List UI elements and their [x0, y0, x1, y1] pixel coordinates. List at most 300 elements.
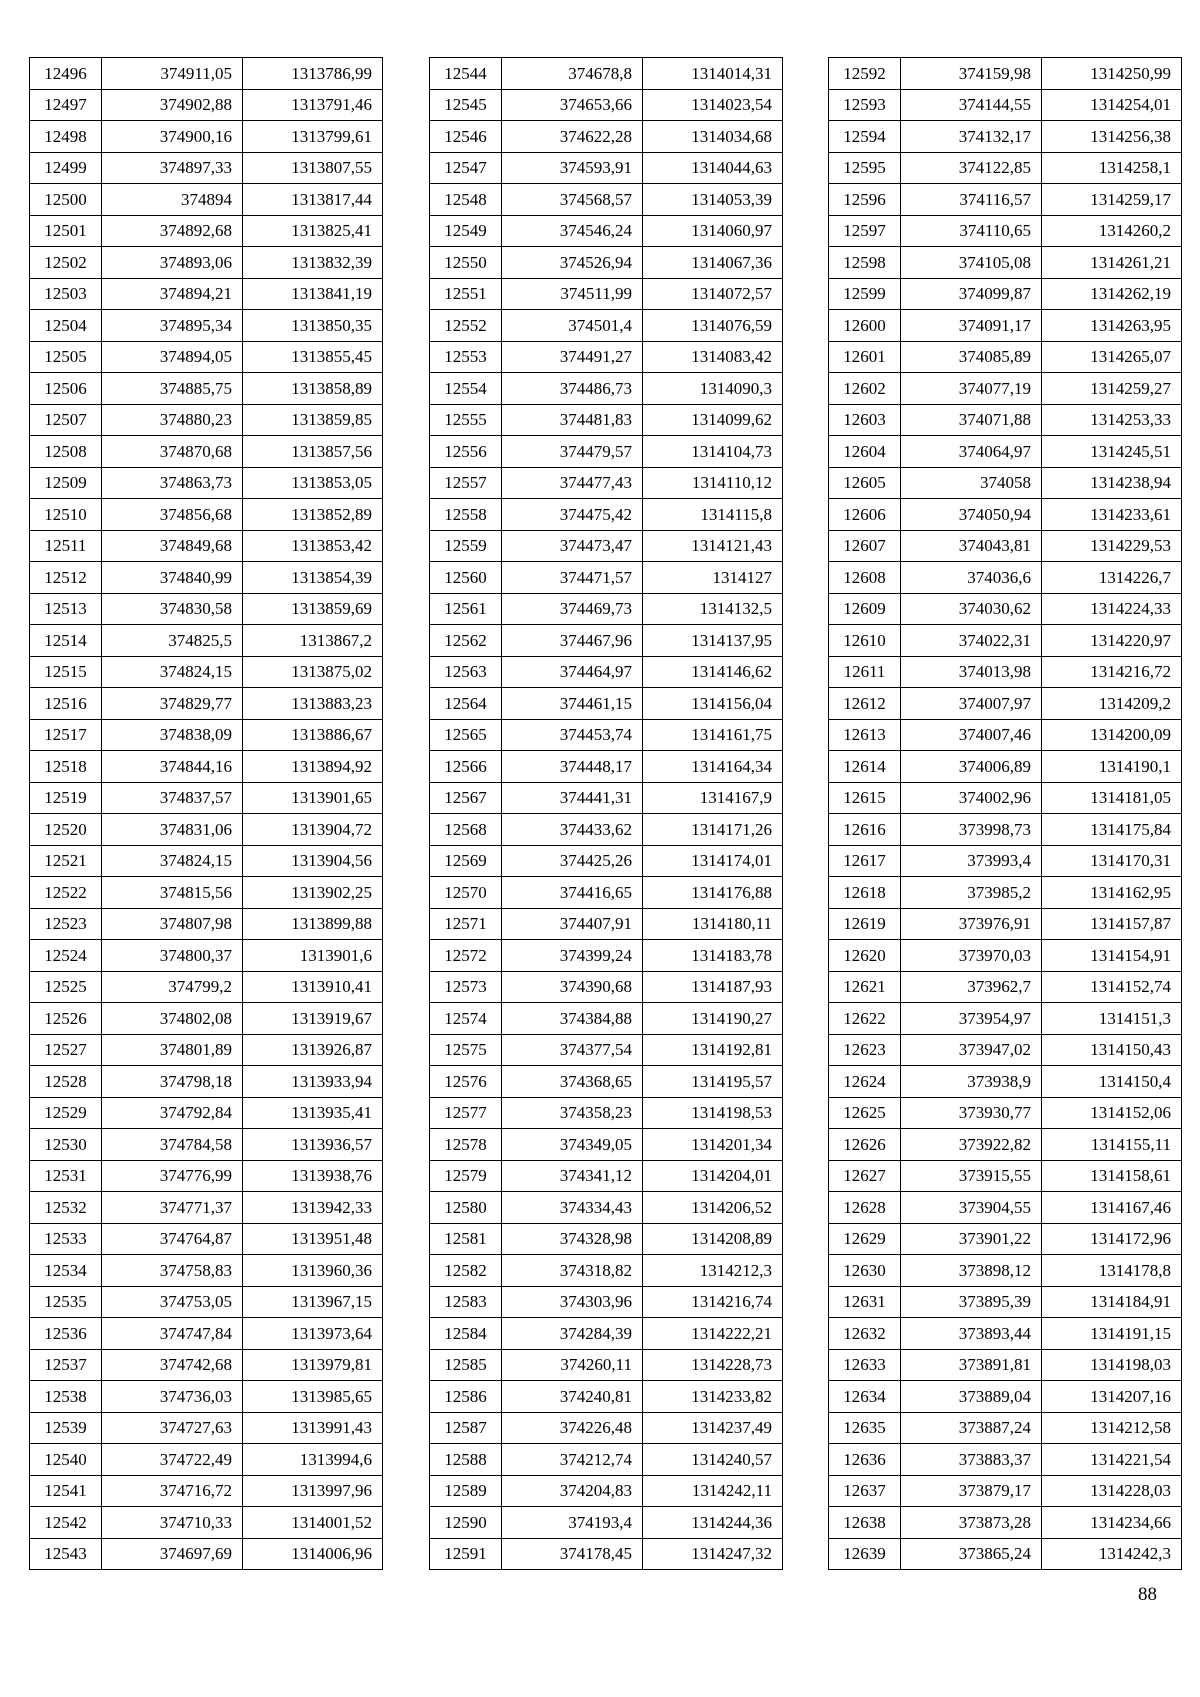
table-row — [30, 1223, 383, 1255]
y-coordinate-cell: 1314044,63 — [643, 152, 783, 184]
x-coordinate-cell: 373865,24 — [901, 1538, 1042, 1570]
point-number-cell: 12575 — [430, 1034, 502, 1066]
point-number-cell: 12636 — [829, 1444, 901, 1476]
point-number-cell: 12615 — [829, 782, 901, 814]
table-row — [30, 625, 383, 657]
table-row — [30, 1507, 383, 1539]
table-row — [829, 1129, 1182, 1161]
point-number-cell: 12510 — [30, 499, 102, 531]
table-row — [829, 121, 1182, 153]
page-number: 88 — [1138, 1584, 1157, 1605]
x-coordinate-cell: 374894,21 — [102, 278, 243, 310]
table-row — [430, 877, 783, 909]
x-coordinate-cell: 374105,08 — [901, 247, 1042, 279]
point-number-cell: 12501 — [30, 215, 102, 247]
table-row — [430, 593, 783, 625]
point-number-cell: 12506 — [30, 373, 102, 405]
point-number-cell: 12586 — [430, 1381, 502, 1413]
y-coordinate-cell: 1313894,92 — [243, 751, 383, 783]
point-number-cell: 12551 — [430, 278, 502, 310]
y-coordinate-cell: 1313853,42 — [243, 530, 383, 562]
point-number-cell: 12583 — [430, 1286, 502, 1318]
table-row — [829, 184, 1182, 216]
point-number-cell: 12610 — [829, 625, 901, 657]
table-row — [829, 1160, 1182, 1192]
table-row — [30, 1412, 383, 1444]
y-coordinate-cell: 1314259,17 — [1042, 184, 1182, 216]
table-row — [30, 751, 383, 783]
y-coordinate-cell: 1314162,95 — [1042, 877, 1182, 909]
x-coordinate-cell: 374710,33 — [102, 1507, 243, 1539]
y-coordinate-cell: 1313807,55 — [243, 152, 383, 184]
y-coordinate-cell: 1314224,33 — [1042, 593, 1182, 625]
table-row — [829, 688, 1182, 720]
point-number-cell: 12609 — [829, 593, 901, 625]
table-row — [430, 1318, 783, 1350]
x-coordinate-cell: 374399,24 — [502, 940, 643, 972]
x-coordinate-cell: 374481,83 — [502, 404, 643, 436]
table-row — [829, 1097, 1182, 1129]
y-coordinate-cell: 1313899,88 — [243, 908, 383, 940]
y-coordinate-cell: 1314083,42 — [643, 341, 783, 373]
y-coordinate-cell: 1314178,8 — [1042, 1255, 1182, 1287]
point-number-cell: 12598 — [829, 247, 901, 279]
point-number-cell: 12578 — [430, 1129, 502, 1161]
point-number-cell: 12581 — [430, 1223, 502, 1255]
y-coordinate-cell: 1313858,89 — [243, 373, 383, 405]
point-number-cell: 12511 — [30, 530, 102, 562]
point-number-cell: 12546 — [430, 121, 502, 153]
point-number-cell: 12500 — [30, 184, 102, 216]
x-coordinate-cell: 373873,28 — [901, 1507, 1042, 1539]
point-number-cell: 12570 — [430, 877, 502, 909]
table-row — [829, 1318, 1182, 1350]
y-coordinate-cell: 1313933,94 — [243, 1066, 383, 1098]
point-number-cell: 12584 — [430, 1318, 502, 1350]
y-coordinate-cell: 1313791,46 — [243, 89, 383, 121]
point-number-cell: 12542 — [30, 1507, 102, 1539]
x-coordinate-cell: 374475,42 — [502, 499, 643, 531]
y-coordinate-cell: 1314176,88 — [643, 877, 783, 909]
table-row — [829, 593, 1182, 625]
table-row — [30, 1160, 383, 1192]
x-coordinate-cell: 374837,57 — [102, 782, 243, 814]
y-coordinate-cell: 1314115,8 — [643, 499, 783, 531]
y-coordinate-cell: 1313938,76 — [243, 1160, 383, 1192]
y-coordinate-cell: 1314090,3 — [643, 373, 783, 405]
point-number-cell: 12589 — [430, 1475, 502, 1507]
point-number-cell: 12620 — [829, 940, 901, 972]
y-coordinate-cell: 1314175,84 — [1042, 814, 1182, 846]
x-coordinate-cell: 374870,68 — [102, 436, 243, 468]
y-coordinate-cell: 1314209,2 — [1042, 688, 1182, 720]
x-coordinate-cell: 374212,74 — [502, 1444, 643, 1476]
y-coordinate-cell: 1314208,89 — [643, 1223, 783, 1255]
point-number-cell: 12530 — [30, 1129, 102, 1161]
point-number-cell: 12508 — [30, 436, 102, 468]
y-coordinate-cell: 1313967,15 — [243, 1286, 383, 1318]
y-coordinate-cell: 1314171,26 — [643, 814, 783, 846]
table-row — [30, 877, 383, 909]
x-coordinate-cell: 374622,28 — [502, 121, 643, 153]
x-coordinate-cell: 373985,2 — [901, 877, 1042, 909]
y-coordinate-cell: 1313867,2 — [243, 625, 383, 657]
table-row — [30, 152, 383, 184]
table-row — [30, 814, 383, 846]
x-coordinate-cell: 374799,2 — [102, 971, 243, 1003]
x-coordinate-cell: 374318,82 — [502, 1255, 643, 1287]
point-number-cell: 12499 — [30, 152, 102, 184]
x-coordinate-cell: 374226,48 — [502, 1412, 643, 1444]
x-coordinate-cell: 374829,77 — [102, 688, 243, 720]
x-coordinate-cell: 374792,84 — [102, 1097, 243, 1129]
table-row — [30, 1255, 383, 1287]
y-coordinate-cell: 1314152,74 — [1042, 971, 1182, 1003]
y-coordinate-cell: 1314184,91 — [1042, 1286, 1182, 1318]
x-coordinate-cell: 374776,99 — [102, 1160, 243, 1192]
y-coordinate-cell: 1313979,81 — [243, 1349, 383, 1381]
y-coordinate-cell: 1314161,75 — [643, 719, 783, 751]
point-number-cell: 12621 — [829, 971, 901, 1003]
point-number-cell: 12604 — [829, 436, 901, 468]
x-coordinate-cell: 374007,97 — [901, 688, 1042, 720]
x-coordinate-cell: 373901,22 — [901, 1223, 1042, 1255]
y-coordinate-cell: 1314212,58 — [1042, 1412, 1182, 1444]
y-coordinate-cell: 1313960,36 — [243, 1255, 383, 1287]
y-coordinate-cell: 1314260,2 — [1042, 215, 1182, 247]
table-row — [30, 593, 383, 625]
y-coordinate-cell: 1313855,45 — [243, 341, 383, 373]
x-coordinate-cell: 374064,97 — [901, 436, 1042, 468]
x-coordinate-cell: 374697,69 — [102, 1538, 243, 1570]
table-row — [829, 467, 1182, 499]
x-coordinate-cell: 374030,62 — [901, 593, 1042, 625]
point-number-cell: 12521 — [30, 845, 102, 877]
y-coordinate-cell: 1314253,33 — [1042, 404, 1182, 436]
x-coordinate-cell: 374013,98 — [901, 656, 1042, 688]
point-number-cell: 12498 — [30, 121, 102, 153]
point-number-cell: 12591 — [430, 1538, 502, 1570]
coordinate-table-3 — [828, 57, 1182, 1570]
y-coordinate-cell: 1313902,25 — [243, 877, 383, 909]
point-number-cell: 12592 — [829, 58, 901, 90]
point-number-cell: 12563 — [430, 656, 502, 688]
y-coordinate-cell: 1314263,95 — [1042, 310, 1182, 342]
table-row — [430, 499, 783, 531]
table-row — [430, 719, 783, 751]
table-row — [829, 877, 1182, 909]
point-number-cell: 12594 — [829, 121, 901, 153]
x-coordinate-cell: 374058 — [901, 467, 1042, 499]
x-coordinate-cell: 374303,96 — [502, 1286, 643, 1318]
y-coordinate-cell: 1314258,1 — [1042, 152, 1182, 184]
x-coordinate-cell: 374856,68 — [102, 499, 243, 531]
x-coordinate-cell: 374085,89 — [901, 341, 1042, 373]
x-coordinate-cell: 374043,81 — [901, 530, 1042, 562]
point-number-cell: 12562 — [430, 625, 502, 657]
y-coordinate-cell: 1314244,36 — [643, 1507, 783, 1539]
x-coordinate-cell: 374784,58 — [102, 1129, 243, 1161]
point-number-cell: 12607 — [829, 530, 901, 562]
table-row — [829, 625, 1182, 657]
table-row — [829, 404, 1182, 436]
y-coordinate-cell: 1314170,31 — [1042, 845, 1182, 877]
table-row — [30, 971, 383, 1003]
table-row — [430, 404, 783, 436]
x-coordinate-cell: 374144,55 — [901, 89, 1042, 121]
y-coordinate-cell: 1314242,3 — [1042, 1538, 1182, 1570]
y-coordinate-cell: 1314156,04 — [643, 688, 783, 720]
x-coordinate-cell: 374885,75 — [102, 373, 243, 405]
y-coordinate-cell: 1314222,21 — [643, 1318, 783, 1350]
table-row — [430, 908, 783, 940]
y-coordinate-cell: 1314099,62 — [643, 404, 783, 436]
table-row — [829, 278, 1182, 310]
point-number-cell: 12556 — [430, 436, 502, 468]
x-coordinate-cell: 374099,87 — [901, 278, 1042, 310]
y-coordinate-cell: 1314151,3 — [1042, 1003, 1182, 1035]
table-row — [829, 1381, 1182, 1413]
y-coordinate-cell: 1314181,05 — [1042, 782, 1182, 814]
point-number-cell: 12555 — [430, 404, 502, 436]
point-number-cell: 12638 — [829, 1507, 901, 1539]
point-number-cell: 12618 — [829, 877, 901, 909]
point-number-cell: 12561 — [430, 593, 502, 625]
x-coordinate-cell: 374798,18 — [102, 1066, 243, 1098]
x-coordinate-cell: 373889,04 — [901, 1381, 1042, 1413]
point-number-cell: 12525 — [30, 971, 102, 1003]
y-coordinate-cell: 1314187,93 — [643, 971, 783, 1003]
x-coordinate-cell: 373904,55 — [901, 1192, 1042, 1224]
table-row — [430, 467, 783, 499]
y-coordinate-cell: 1314014,31 — [643, 58, 783, 90]
x-coordinate-cell: 373915,55 — [901, 1160, 1042, 1192]
x-coordinate-cell: 374006,89 — [901, 751, 1042, 783]
x-coordinate-cell: 374895,34 — [102, 310, 243, 342]
x-coordinate-cell: 374902,88 — [102, 89, 243, 121]
point-number-cell: 12504 — [30, 310, 102, 342]
y-coordinate-cell: 1313919,67 — [243, 1003, 383, 1035]
x-coordinate-cell: 374742,68 — [102, 1349, 243, 1381]
point-number-cell: 12616 — [829, 814, 901, 846]
table-row — [430, 940, 783, 972]
y-coordinate-cell: 1313910,41 — [243, 971, 383, 1003]
table-row — [430, 971, 783, 1003]
x-coordinate-cell: 374193,4 — [502, 1507, 643, 1539]
x-coordinate-cell: 374911,05 — [102, 58, 243, 90]
x-coordinate-cell: 374825,5 — [102, 625, 243, 657]
point-number-cell: 12630 — [829, 1255, 901, 1287]
point-number-cell: 12632 — [829, 1318, 901, 1350]
point-number-cell: 12588 — [430, 1444, 502, 1476]
y-coordinate-cell: 1313841,19 — [243, 278, 383, 310]
point-number-cell: 12623 — [829, 1034, 901, 1066]
point-number-cell: 12605 — [829, 467, 901, 499]
point-number-cell: 12580 — [430, 1192, 502, 1224]
point-number-cell: 12517 — [30, 719, 102, 751]
table-row — [30, 940, 383, 972]
x-coordinate-cell: 374722,49 — [102, 1444, 243, 1476]
y-coordinate-cell: 1314104,73 — [643, 436, 783, 468]
x-coordinate-cell: 374764,87 — [102, 1223, 243, 1255]
x-coordinate-cell: 374849,68 — [102, 530, 243, 562]
point-number-cell: 12505 — [30, 341, 102, 373]
y-coordinate-cell: 1314155,11 — [1042, 1129, 1182, 1161]
y-coordinate-cell: 1314190,27 — [643, 1003, 783, 1035]
x-coordinate-cell: 374007,46 — [901, 719, 1042, 751]
y-coordinate-cell: 1314023,54 — [643, 89, 783, 121]
point-number-cell: 12545 — [430, 89, 502, 121]
y-coordinate-cell: 1313825,41 — [243, 215, 383, 247]
y-coordinate-cell: 1314060,97 — [643, 215, 783, 247]
y-coordinate-cell: 1314265,07 — [1042, 341, 1182, 373]
y-coordinate-cell: 1314150,43 — [1042, 1034, 1182, 1066]
point-number-cell: 12549 — [430, 215, 502, 247]
point-number-cell: 12633 — [829, 1349, 901, 1381]
table-row — [829, 1349, 1182, 1381]
x-coordinate-cell: 374892,68 — [102, 215, 243, 247]
table-row — [829, 1223, 1182, 1255]
table-row — [30, 58, 383, 90]
table-row — [430, 184, 783, 216]
x-coordinate-cell: 374568,57 — [502, 184, 643, 216]
table-row — [430, 688, 783, 720]
y-coordinate-cell: 1313853,05 — [243, 467, 383, 499]
y-coordinate-cell: 1313904,56 — [243, 845, 383, 877]
x-coordinate-cell: 374526,94 — [502, 247, 643, 279]
table-row — [430, 152, 783, 184]
x-coordinate-cell: 374802,08 — [102, 1003, 243, 1035]
y-coordinate-cell: 1313883,23 — [243, 688, 383, 720]
point-number-cell: 12593 — [829, 89, 901, 121]
table-row — [30, 719, 383, 751]
x-coordinate-cell: 374425,26 — [502, 845, 643, 877]
x-coordinate-cell: 374894,05 — [102, 341, 243, 373]
y-coordinate-cell: 1314132,5 — [643, 593, 783, 625]
table-row — [30, 1286, 383, 1318]
table-row — [430, 1507, 783, 1539]
table-row — [829, 152, 1182, 184]
y-coordinate-cell: 1314190,1 — [1042, 751, 1182, 783]
table-row — [30, 688, 383, 720]
y-coordinate-cell: 1314229,53 — [1042, 530, 1182, 562]
y-coordinate-cell: 1314200,09 — [1042, 719, 1182, 751]
y-coordinate-cell: 1314034,68 — [643, 121, 783, 153]
table-row — [829, 247, 1182, 279]
y-coordinate-cell: 1313854,39 — [243, 562, 383, 594]
table-row — [30, 215, 383, 247]
table-row — [829, 530, 1182, 562]
table-row — [30, 121, 383, 153]
table-row — [30, 499, 383, 531]
x-coordinate-cell: 374453,74 — [502, 719, 643, 751]
point-number-cell: 12585 — [430, 1349, 502, 1381]
coordinate-table-2 — [429, 57, 783, 1570]
table-row — [430, 278, 783, 310]
y-coordinate-cell: 1314234,66 — [1042, 1507, 1182, 1539]
point-number-cell: 12601 — [829, 341, 901, 373]
y-coordinate-cell: 1314157,87 — [1042, 908, 1182, 940]
point-number-cell: 12599 — [829, 278, 901, 310]
x-coordinate-cell: 374416,65 — [502, 877, 643, 909]
x-coordinate-cell: 374110,65 — [901, 215, 1042, 247]
x-coordinate-cell: 374753,05 — [102, 1286, 243, 1318]
y-coordinate-cell: 1314207,16 — [1042, 1381, 1182, 1413]
x-coordinate-cell: 374900,16 — [102, 121, 243, 153]
table-row — [430, 310, 783, 342]
x-coordinate-cell: 373887,24 — [901, 1412, 1042, 1444]
x-coordinate-cell: 374116,57 — [901, 184, 1042, 216]
y-coordinate-cell: 1314127 — [643, 562, 783, 594]
y-coordinate-cell: 1313799,61 — [243, 121, 383, 153]
y-coordinate-cell: 1314174,01 — [643, 845, 783, 877]
table-row — [430, 1223, 783, 1255]
y-coordinate-cell: 1314121,43 — [643, 530, 783, 562]
x-coordinate-cell: 374511,99 — [502, 278, 643, 310]
point-number-cell: 12579 — [430, 1160, 502, 1192]
y-coordinate-cell: 1314242,11 — [643, 1475, 783, 1507]
y-coordinate-cell: 1314233,82 — [643, 1381, 783, 1413]
y-coordinate-cell: 1313832,39 — [243, 247, 383, 279]
y-coordinate-cell: 1314216,72 — [1042, 656, 1182, 688]
point-number-cell: 12536 — [30, 1318, 102, 1350]
table-row — [430, 1192, 783, 1224]
point-number-cell: 12590 — [430, 1507, 502, 1539]
y-coordinate-cell: 1313997,96 — [243, 1475, 383, 1507]
x-coordinate-cell: 374824,15 — [102, 845, 243, 877]
point-number-cell: 12608 — [829, 562, 901, 594]
y-coordinate-cell: 1314240,57 — [643, 1444, 783, 1476]
point-number-cell: 12595 — [829, 152, 901, 184]
point-number-cell: 12629 — [829, 1223, 901, 1255]
x-coordinate-cell: 374122,85 — [901, 152, 1042, 184]
x-coordinate-cell: 374830,58 — [102, 593, 243, 625]
x-coordinate-cell: 374334,43 — [502, 1192, 643, 1224]
x-coordinate-cell: 373954,97 — [901, 1003, 1042, 1035]
x-coordinate-cell: 374467,96 — [502, 625, 643, 657]
point-number-cell: 12571 — [430, 908, 502, 940]
table-row — [430, 1129, 783, 1161]
y-coordinate-cell: 1313926,87 — [243, 1034, 383, 1066]
table-row — [30, 89, 383, 121]
table-row — [30, 530, 383, 562]
table-row — [829, 1538, 1182, 1570]
x-coordinate-cell: 373998,73 — [901, 814, 1042, 846]
x-coordinate-cell: 373879,17 — [901, 1475, 1042, 1507]
x-coordinate-cell: 374260,11 — [502, 1349, 643, 1381]
y-coordinate-cell: 1313935,41 — [243, 1097, 383, 1129]
y-coordinate-cell: 1314006,96 — [243, 1538, 383, 1570]
x-coordinate-cell: 374815,56 — [102, 877, 243, 909]
y-coordinate-cell: 1314053,39 — [643, 184, 783, 216]
y-coordinate-cell: 1314206,52 — [643, 1192, 783, 1224]
y-coordinate-cell: 1314237,49 — [643, 1412, 783, 1444]
table-row — [430, 436, 783, 468]
table-row — [430, 247, 783, 279]
table-row — [30, 1475, 383, 1507]
table-row — [30, 1066, 383, 1098]
y-coordinate-cell: 1314137,95 — [643, 625, 783, 657]
y-coordinate-cell: 1313859,85 — [243, 404, 383, 436]
y-coordinate-cell: 1314167,46 — [1042, 1192, 1182, 1224]
table-row — [829, 1475, 1182, 1507]
point-number-cell: 12617 — [829, 845, 901, 877]
point-number-cell: 12552 — [430, 310, 502, 342]
y-coordinate-cell: 1313850,35 — [243, 310, 383, 342]
point-number-cell: 12532 — [30, 1192, 102, 1224]
y-coordinate-cell: 1314192,81 — [643, 1034, 783, 1066]
point-number-cell: 12625 — [829, 1097, 901, 1129]
